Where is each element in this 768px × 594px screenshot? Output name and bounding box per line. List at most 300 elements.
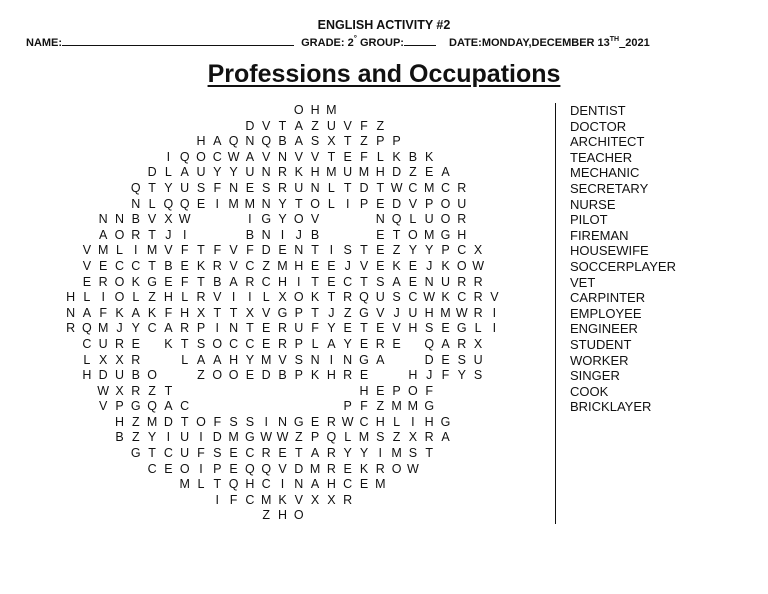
grid-letter[interactable]: R <box>261 446 271 461</box>
grid-letter[interactable]: Y <box>278 212 287 227</box>
grid-letter[interactable]: C <box>212 149 222 164</box>
grid-letter[interactable]: Z <box>131 414 140 429</box>
grid-letter[interactable]: C <box>163 446 173 461</box>
grid-letter[interactable]: H <box>82 368 92 383</box>
grid-letter[interactable]: M <box>277 258 288 273</box>
grid-letter[interactable]: I <box>101 290 105 305</box>
grid-letter[interactable]: H <box>294 258 304 273</box>
grid-letter[interactable]: K <box>310 368 320 383</box>
grid-letter[interactable]: Y <box>359 446 369 461</box>
grid-letter[interactable]: Q <box>326 430 337 445</box>
grid-letter[interactable]: M <box>440 305 451 320</box>
grid-letter[interactable]: V <box>310 212 320 227</box>
grid-letter[interactable]: T <box>197 274 205 289</box>
grid-letter[interactable]: U <box>326 118 336 133</box>
grid-letter[interactable]: I <box>248 212 252 227</box>
grid-letter[interactable]: S <box>245 414 255 429</box>
grid-letter[interactable]: N <box>294 243 304 258</box>
grid-letter[interactable]: N <box>131 196 141 211</box>
grid-letter[interactable]: I <box>411 414 415 429</box>
grid-letter[interactable]: R <box>457 274 467 289</box>
grid-letter[interactable]: M <box>391 446 402 461</box>
grid-letter[interactable]: W <box>472 258 484 273</box>
grid-letter[interactable]: P <box>392 134 401 149</box>
grid-letter[interactable]: A <box>131 305 140 320</box>
grid-letter[interactable]: Y <box>327 321 336 336</box>
grid-letter[interactable]: E <box>262 321 271 336</box>
grid-letter[interactable]: I <box>199 430 203 445</box>
grid-letter[interactable]: V <box>278 461 287 476</box>
grid-letter[interactable]: B <box>278 368 287 383</box>
grid-letter[interactable]: L <box>393 414 401 429</box>
grid-letter[interactable]: E <box>376 243 385 258</box>
grid-letter[interactable]: G <box>359 352 369 367</box>
grid-letter[interactable]: U <box>408 305 418 320</box>
grid-letter[interactable]: T <box>246 321 254 336</box>
grid-letter[interactable]: A <box>99 227 108 242</box>
grid-letter[interactable]: T <box>343 180 352 195</box>
grid-letter[interactable]: U <box>294 180 304 195</box>
grid-letter[interactable]: K <box>359 461 369 476</box>
grid-letter[interactable]: K <box>425 149 434 164</box>
grid-letter[interactable]: F <box>213 243 222 258</box>
grid-letter[interactable]: L <box>409 212 417 227</box>
grid-letter[interactable]: A <box>441 430 450 445</box>
grid-letter[interactable]: X <box>99 352 108 367</box>
grid-letter[interactable]: Y <box>245 352 255 367</box>
grid-letter[interactable]: L <box>262 290 270 305</box>
grid-letter[interactable]: U <box>375 290 385 305</box>
grid-letter[interactable]: Q <box>261 134 272 149</box>
grid-letter[interactable]: V <box>147 212 157 227</box>
grid-letter[interactable]: N <box>294 477 304 492</box>
grid-letter[interactable]: Y <box>278 196 287 211</box>
grid-letter[interactable]: G <box>130 446 141 461</box>
grid-letter[interactable]: E <box>245 180 255 195</box>
grid-letter[interactable]: N <box>229 180 239 195</box>
grid-letter[interactable]: V <box>164 243 173 258</box>
grid-letter[interactable]: T <box>148 180 156 195</box>
grid-letter[interactable]: P <box>294 305 303 320</box>
grid-letter[interactable]: H <box>229 352 239 367</box>
grid-letter[interactable]: D <box>147 165 157 180</box>
grid-letter[interactable]: V <box>262 149 271 164</box>
grid-letter[interactable]: R <box>114 336 125 351</box>
grid-letter[interactable]: Z <box>376 118 385 133</box>
grid-letter[interactable]: E <box>392 336 401 351</box>
grid-letter[interactable]: H <box>359 383 369 398</box>
grid-letter[interactable]: M <box>97 243 109 258</box>
grid-letter[interactable]: R <box>326 446 336 461</box>
grid-letter[interactable]: V <box>343 118 352 133</box>
grid-letter[interactable]: E <box>310 258 320 273</box>
grid-letter[interactable]: J <box>295 227 302 242</box>
grid-letter[interactable]: M <box>423 180 435 195</box>
grid-letter[interactable]: S <box>262 180 271 195</box>
grid-letter[interactable]: Q <box>391 212 402 227</box>
grid-letter[interactable]: H <box>245 477 255 492</box>
grid-letter[interactable]: T <box>311 305 319 320</box>
grid-letter[interactable]: R <box>277 336 288 351</box>
grid-letter[interactable]: V <box>392 321 401 336</box>
grid-letter[interactable]: C <box>131 258 141 273</box>
grid-letter[interactable]: E <box>278 243 287 258</box>
grid-letter[interactable]: R <box>131 383 141 398</box>
grid-letter[interactable]: I <box>182 227 187 242</box>
grid-letter[interactable]: P <box>441 243 450 258</box>
grid-letter[interactable]: V <box>376 305 385 320</box>
name-blank[interactable] <box>62 34 294 46</box>
grid-letter[interactable]: K <box>441 258 450 273</box>
grid-letter[interactable]: Z <box>262 508 270 523</box>
grid-letter[interactable]: A <box>229 274 238 289</box>
grid-letter[interactable]: K <box>392 149 401 164</box>
grid-letter[interactable]: X <box>115 352 124 367</box>
grid-letter[interactable]: I <box>134 243 138 258</box>
grid-letter[interactable]: A <box>82 305 92 320</box>
grid-letter[interactable]: X <box>196 305 206 320</box>
grid-letter[interactable]: G <box>424 399 435 414</box>
grid-letter[interactable]: E <box>441 321 450 336</box>
grid-letter[interactable]: D <box>392 196 402 211</box>
grid-letter[interactable]: T <box>392 227 401 242</box>
grid-letter[interactable]: X <box>473 243 483 258</box>
grid-letter[interactable]: Q <box>228 477 239 492</box>
grid-letter[interactable]: Z <box>392 243 401 258</box>
grid-letter[interactable]: H <box>66 290 76 305</box>
grid-letter[interactable]: U <box>180 446 190 461</box>
grid-letter[interactable]: E <box>180 258 189 273</box>
grid-letter[interactable]: H <box>326 368 336 383</box>
grid-letter[interactable]: K <box>392 258 401 273</box>
grid-letter[interactable]: X <box>245 305 255 320</box>
grid-letter[interactable]: D <box>261 243 271 258</box>
grid-letter[interactable]: A <box>180 165 189 180</box>
grid-letter[interactable]: L <box>474 321 482 336</box>
grid-letter[interactable]: C <box>245 492 255 507</box>
grid-letter[interactable]: R <box>196 290 206 305</box>
grid-letter[interactable]: W <box>341 414 354 429</box>
grid-letter[interactable]: U <box>440 274 451 289</box>
grid-letter[interactable]: T <box>197 243 205 258</box>
grid-letter[interactable]: F <box>213 180 222 195</box>
grid-letter[interactable]: U <box>245 165 255 180</box>
grid-letter[interactable]: Y <box>147 430 157 445</box>
grid-letter[interactable]: G <box>293 414 304 429</box>
grid-letter[interactable]: V <box>262 118 271 133</box>
grid-letter[interactable]: H <box>310 103 320 117</box>
grid-letter[interactable]: E <box>164 274 173 289</box>
grid-letter[interactable]: L <box>83 352 91 367</box>
grid-letter[interactable]: A <box>441 165 450 180</box>
grid-letter[interactable]: A <box>441 336 450 351</box>
grid-letter[interactable]: J <box>116 321 123 336</box>
grid-letter[interactable]: V <box>229 258 238 273</box>
grid-letter[interactable]: L <box>164 165 172 180</box>
grid-letter[interactable]: A <box>213 352 222 367</box>
grid-letter[interactable]: S <box>392 290 401 305</box>
grid-letter[interactable]: E <box>229 461 238 476</box>
grid-letter[interactable]: F <box>425 383 433 398</box>
grid-letter[interactable]: U <box>196 165 206 180</box>
grid-letter[interactable]: W <box>260 430 273 445</box>
grid-letter[interactable]: M <box>179 477 190 492</box>
group-blank[interactable] <box>404 34 436 46</box>
grid-letter[interactable]: M <box>260 352 272 367</box>
grid-letter[interactable]: V <box>262 305 271 320</box>
grid-letter[interactable]: T <box>148 227 156 242</box>
grid-letter[interactable]: I <box>215 492 220 507</box>
grid-letter[interactable]: H <box>326 477 336 492</box>
grid-letter[interactable]: O <box>456 258 467 273</box>
grid-letter[interactable]: Z <box>262 258 270 273</box>
grid-letter[interactable]: T <box>213 477 222 492</box>
grid-letter[interactable]: Q <box>359 290 369 305</box>
grid-letter[interactable]: E <box>343 461 352 476</box>
grid-letter[interactable]: T <box>294 446 303 461</box>
grid-letter[interactable]: V <box>294 492 303 507</box>
grid-letter[interactable]: X <box>327 134 336 149</box>
grid-letter[interactable]: O <box>212 336 223 351</box>
grid-letter[interactable]: V <box>408 196 418 211</box>
grid-letter[interactable]: P <box>196 321 206 336</box>
grid-letter[interactable]: Z <box>131 430 140 445</box>
grid-letter[interactable]: R <box>375 461 385 476</box>
grid-letter[interactable]: Y <box>164 180 173 195</box>
grid-letter[interactable]: O <box>228 368 239 383</box>
grid-letter[interactable]: Q <box>424 336 435 351</box>
grid-letter[interactable]: H <box>277 274 288 289</box>
grid-letter[interactable]: E <box>376 383 385 398</box>
grid-letter[interactable]: Z <box>197 368 205 383</box>
grid-letter[interactable]: I <box>166 430 171 445</box>
grid-letter[interactable]: M <box>228 430 239 445</box>
grid-letter[interactable]: C <box>457 243 467 258</box>
grid-letter[interactable]: L <box>327 196 335 211</box>
grid-letter[interactable]: O <box>293 103 304 117</box>
grid-letter[interactable]: O <box>440 212 451 227</box>
grid-letter[interactable]: R <box>326 414 336 429</box>
grid-letter[interactable]: P <box>294 336 303 351</box>
grid-letter[interactable]: A <box>376 352 385 367</box>
grid-letter[interactable]: Z <box>360 134 368 149</box>
grid-letter[interactable]: G <box>245 430 255 445</box>
grid-letter[interactable]: F <box>441 368 450 383</box>
grid-letter[interactable]: I <box>492 321 497 336</box>
grid-letter[interactable]: T <box>360 243 368 258</box>
grid-letter[interactable]: N <box>277 149 288 164</box>
grid-letter[interactable]: F <box>360 118 368 133</box>
grid-letter[interactable]: F <box>99 305 107 320</box>
grid-letter[interactable]: B <box>164 258 173 273</box>
grid-letter[interactable]: Y <box>408 243 418 258</box>
grid-letter[interactable]: C <box>457 290 467 305</box>
grid-letter[interactable]: C <box>245 446 255 461</box>
grid-letter[interactable]: Y <box>343 446 352 461</box>
grid-letter[interactable]: V <box>310 149 320 164</box>
grid-letter[interactable]: U <box>294 321 304 336</box>
grid-letter[interactable]: B <box>278 134 287 149</box>
grid-letter[interactable]: A <box>310 477 320 492</box>
grid-letter[interactable]: P <box>392 383 401 398</box>
grid-letter[interactable]: W <box>97 383 110 398</box>
grid-letter[interactable]: T <box>148 258 156 273</box>
grid-letter[interactable]: F <box>180 274 189 289</box>
grid-letter[interactable]: O <box>440 196 451 211</box>
grid-letter[interactable]: S <box>408 446 418 461</box>
grid-letter[interactable]: B <box>213 274 222 289</box>
grid-letter[interactable]: N <box>310 352 320 367</box>
grid-letter[interactable]: R <box>343 492 353 507</box>
grid-letter[interactable]: E <box>245 368 255 383</box>
grid-letter[interactable]: A <box>196 352 206 367</box>
grid-letter[interactable]: D <box>212 430 222 445</box>
grid-letter[interactable]: U <box>457 196 467 211</box>
grid-letter[interactable]: V <box>278 352 287 367</box>
grid-letter[interactable]: F <box>360 399 368 414</box>
grid-letter[interactable]: E <box>441 352 450 367</box>
grid-letter[interactable]: C <box>261 477 271 492</box>
grid-letter[interactable]: M <box>375 477 386 492</box>
grid-letter[interactable]: T <box>327 290 336 305</box>
grid-letter[interactable]: U <box>98 336 108 351</box>
grid-letter[interactable]: E <box>359 336 369 351</box>
grid-letter[interactable]: H <box>196 134 206 149</box>
grid-letter[interactable]: V <box>82 243 92 258</box>
grid-letter[interactable]: V <box>213 290 222 305</box>
grid-letter[interactable]: E <box>376 227 385 242</box>
grid-letter[interactable]: E <box>343 321 352 336</box>
grid-letter[interactable]: N <box>343 352 353 367</box>
grid-letter[interactable]: S <box>376 430 385 445</box>
grid-letter[interactable]: G <box>277 305 288 320</box>
grid-letter[interactable]: S <box>425 321 434 336</box>
grid-letter[interactable]: Z <box>376 399 385 414</box>
grid-letter[interactable]: V <box>294 149 303 164</box>
grid-letter[interactable]: E <box>278 446 287 461</box>
grid-letter[interactable]: T <box>229 305 238 320</box>
grid-letter[interactable]: H <box>457 227 467 242</box>
grid-letter[interactable]: Q <box>179 149 190 164</box>
grid-letter[interactable]: N <box>66 305 76 320</box>
grid-letter[interactable]: K <box>310 290 320 305</box>
grid-letter[interactable]: G <box>359 305 369 320</box>
grid-letter[interactable]: E <box>408 274 418 289</box>
grid-letter[interactable]: A <box>310 446 320 461</box>
grid-letter[interactable]: V <box>229 243 238 258</box>
grid-letter[interactable]: R <box>277 321 288 336</box>
grid-letter[interactable]: L <box>116 243 123 258</box>
grid-letter[interactable]: E <box>229 446 238 461</box>
grid-letter[interactable]: I <box>215 321 220 336</box>
grid-letter[interactable]: A <box>294 118 303 133</box>
grid-letter[interactable]: B <box>245 227 255 242</box>
grid-letter[interactable]: M <box>407 399 419 414</box>
grid-letter[interactable]: M <box>326 103 337 117</box>
grid-letter[interactable]: O <box>293 508 304 523</box>
grid-letter[interactable]: K <box>278 492 287 507</box>
grid-letter[interactable]: G <box>130 399 141 414</box>
grid-letter[interactable]: M <box>146 243 158 258</box>
grid-letter[interactable]: T <box>180 336 189 351</box>
grid-letter[interactable]: C <box>147 461 157 476</box>
grid-letter[interactable]: T <box>360 274 368 289</box>
grid-letter[interactable]: O <box>391 461 402 476</box>
grid-letter[interactable]: O <box>310 196 320 211</box>
grid-letter[interactable]: S <box>213 446 222 461</box>
grid-letter[interactable]: F <box>311 321 319 336</box>
grid-letter[interactable]: M <box>358 430 370 445</box>
grid-letter[interactable]: U <box>343 165 353 180</box>
grid-letter[interactable]: N <box>424 274 434 289</box>
grid-letter[interactable]: C <box>261 274 271 289</box>
grid-letter[interactable]: I <box>492 305 497 320</box>
grid-letter[interactable]: A <box>294 134 303 149</box>
grid-letter[interactable]: W <box>276 430 289 445</box>
grid-letter[interactable]: Z <box>343 305 352 320</box>
grid-letter[interactable]: R <box>212 258 222 273</box>
grid-letter[interactable]: P <box>310 430 320 445</box>
grid-letter[interactable]: T <box>148 446 156 461</box>
grid-letter[interactable]: T <box>376 180 385 195</box>
grid-letter[interactable]: R <box>343 368 353 383</box>
grid-letter[interactable]: B <box>408 149 418 164</box>
grid-letter[interactable]: Q <box>130 180 141 195</box>
grid-letter[interactable]: P <box>359 196 369 211</box>
grid-letter[interactable]: G <box>440 227 451 242</box>
grid-letter[interactable]: U <box>473 352 483 367</box>
grid-letter[interactable]: R <box>66 321 76 336</box>
grid-letter[interactable]: H <box>310 165 320 180</box>
grid-letter[interactable]: F <box>180 243 189 258</box>
grid-letter[interactable]: R <box>98 274 108 289</box>
grid-letter[interactable]: J <box>165 227 172 242</box>
grid-letter[interactable]: T <box>213 305 222 320</box>
grid-letter[interactable]: L <box>344 430 352 445</box>
grid-letter[interactable]: I <box>280 227 285 242</box>
grid-letter[interactable]: I <box>248 290 252 305</box>
grid-letter[interactable]: Y <box>343 336 352 351</box>
grid-letter[interactable]: O <box>179 461 190 476</box>
grid-letter[interactable]: V <box>82 258 92 273</box>
grid-letter[interactable]: A <box>164 399 173 414</box>
grid-letter[interactable]: D <box>359 180 369 195</box>
grid-letter[interactable]: Y <box>229 165 238 180</box>
grid-letter[interactable]: D <box>261 368 271 383</box>
grid-letter[interactable]: P <box>115 399 124 414</box>
grid-letter[interactable]: M <box>146 414 158 429</box>
grid-letter[interactable]: E <box>82 274 92 289</box>
grid-letter[interactable]: O <box>196 149 206 164</box>
grid-letter[interactable]: M <box>244 196 256 211</box>
grid-letter[interactable]: O <box>293 290 304 305</box>
grid-letter[interactable]: W <box>227 149 240 164</box>
grid-letter[interactable]: L <box>327 180 335 195</box>
grid-letter[interactable]: Z <box>392 430 401 445</box>
grid-letter[interactable]: I <box>215 196 220 211</box>
grid-letter[interactable]: R <box>473 290 483 305</box>
grid-letter[interactable]: F <box>164 305 173 320</box>
grid-letter[interactable]: R <box>343 290 353 305</box>
grid-letter[interactable]: C <box>114 258 125 273</box>
grid-letter[interactable]: N <box>98 212 108 227</box>
grid-letter[interactable]: K <box>147 305 157 320</box>
grid-letter[interactable]: T <box>360 321 368 336</box>
grid-letter[interactable]: Q <box>147 399 157 414</box>
grid-letter[interactable]: E <box>376 196 385 211</box>
grid-letter[interactable]: J <box>393 305 400 320</box>
grid-letter[interactable]: P <box>343 399 352 414</box>
